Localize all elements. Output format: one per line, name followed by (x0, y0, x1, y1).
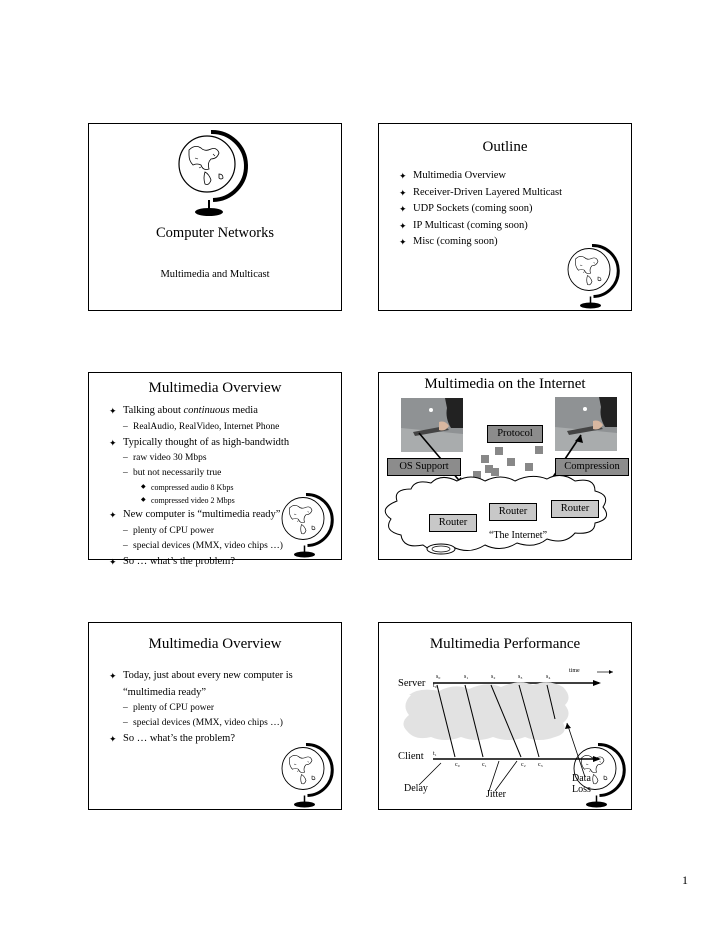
delay-label: Delay (404, 783, 428, 794)
slide-6 (378, 622, 632, 810)
bullet: ✦ So … what’s the problem? (109, 731, 319, 748)
network-cloud (403, 682, 568, 740)
page-number: 1 (682, 873, 688, 887)
server-label: Server (398, 678, 426, 689)
slide-1-subtitle: Multimedia and Multicast (160, 269, 270, 280)
client-label: Client (398, 751, 424, 762)
c-label: c₂ (521, 762, 526, 768)
jitter-pointer (495, 761, 517, 791)
compression-label: Compression (555, 458, 629, 476)
data-loss-line: Data (572, 773, 591, 784)
server-timeline-head (593, 680, 601, 686)
globe-icon (565, 242, 625, 312)
slide-6-title: Multimedia Performance (429, 636, 581, 652)
time-label: time (569, 668, 580, 674)
globe-icon (279, 741, 339, 811)
outline-list (399, 168, 562, 251)
sub-bullet: – special devices (MMX, video chips …) (109, 539, 289, 554)
jitter-pointer (489, 761, 499, 791)
outline-item: ✦ Receiver-Driven Layered Multicast (399, 185, 562, 202)
slide-1 (88, 123, 342, 311)
sub-bullet: – plenty of CPU power (109, 701, 319, 716)
sub-sub-bullet: ◆ compressed video 2 Mbps (109, 494, 289, 507)
jitter-label: Jitter (486, 789, 506, 800)
loss-pointer (567, 723, 585, 777)
packet (495, 447, 503, 455)
outline-item: ✦ Multimedia Overview (399, 168, 562, 185)
s-label: s₂ (491, 674, 496, 680)
c-label: c₃ (538, 762, 543, 768)
globe-icon (175, 128, 255, 220)
os-support-label: OS Support (387, 458, 461, 476)
s-label: s₀ (436, 674, 441, 680)
globe-icon (279, 491, 339, 561)
router-label: Router (489, 503, 537, 521)
bullet: ✦ New computer is “multimedia ready” (109, 507, 289, 524)
slide-5 (88, 622, 342, 810)
s-label: s₄ (546, 674, 551, 680)
overview-list (109, 403, 289, 570)
data-loss-line: Loss (572, 784, 591, 795)
internet-label: “The Internet” (489, 530, 548, 541)
router-label: Router (429, 514, 477, 532)
slide-2 (378, 123, 632, 311)
packet (507, 458, 515, 466)
sub-bullet: – RealAudio, RealVideo, Internet Phone (109, 420, 289, 435)
packet (481, 455, 489, 463)
packet (525, 463, 533, 471)
outline-item: ✦ Misc (coming soon) (399, 234, 562, 251)
protocol-label: Protocol (487, 425, 543, 443)
sub-bullet: – but not necessarily true (109, 466, 289, 481)
sub-sub-bullet: ◆ compressed audio 8 Kbps (109, 481, 289, 494)
sub-bullet: – raw video 30 Mbps (109, 451, 289, 466)
slide-5-title: Multimedia Overview (148, 636, 282, 652)
bullet-text: Talking about (123, 405, 184, 416)
overview-list (109, 668, 319, 748)
slide-1-title: Computer Networks (156, 225, 274, 241)
sub-bullet: – plenty of CPU power (109, 524, 289, 539)
s-label: s₃ (518, 674, 523, 680)
t0-label: t₀ (433, 683, 437, 689)
c-label: c₁ (482, 762, 487, 768)
slide-4-title: Multimedia on the Internet (424, 376, 586, 392)
c-label: c₀ (455, 762, 460, 768)
outline-item: ✦ UDP Sockets (coming soon) (399, 201, 562, 218)
slide-3-title: Multimedia Overview (148, 380, 282, 396)
packet (491, 468, 499, 476)
bullet-emphasis: continuous (183, 405, 230, 416)
cloud-puff (427, 544, 455, 554)
slide-3 (88, 372, 342, 567)
bullet: ✦ So … what’s the problem? (109, 554, 289, 571)
bullet: ✦ Typically thought of as high-bandwidth (109, 435, 289, 452)
slide-4 (378, 372, 632, 560)
bullet (109, 403, 289, 420)
slide-2-title: Outline (482, 139, 528, 155)
sub-bullet: – special devices (MMX, video chips …) (109, 716, 319, 731)
outline-item: ✦ IP Multicast (coming soon) (399, 218, 562, 235)
packet (535, 446, 543, 454)
s-label: s₁ (464, 674, 469, 680)
router-label: Router (551, 500, 599, 518)
bullet-text: media (229, 405, 258, 416)
delay-pointer (419, 763, 441, 785)
bullet: ✦ Today, just about every new computer is “multimedia ready” (109, 668, 319, 701)
loss-pointer-head (565, 723, 571, 729)
data-loss-label (572, 773, 591, 795)
time-arrow-head (609, 670, 613, 674)
t1-label: t₁ (433, 751, 437, 757)
client-timeline-head (593, 756, 601, 762)
